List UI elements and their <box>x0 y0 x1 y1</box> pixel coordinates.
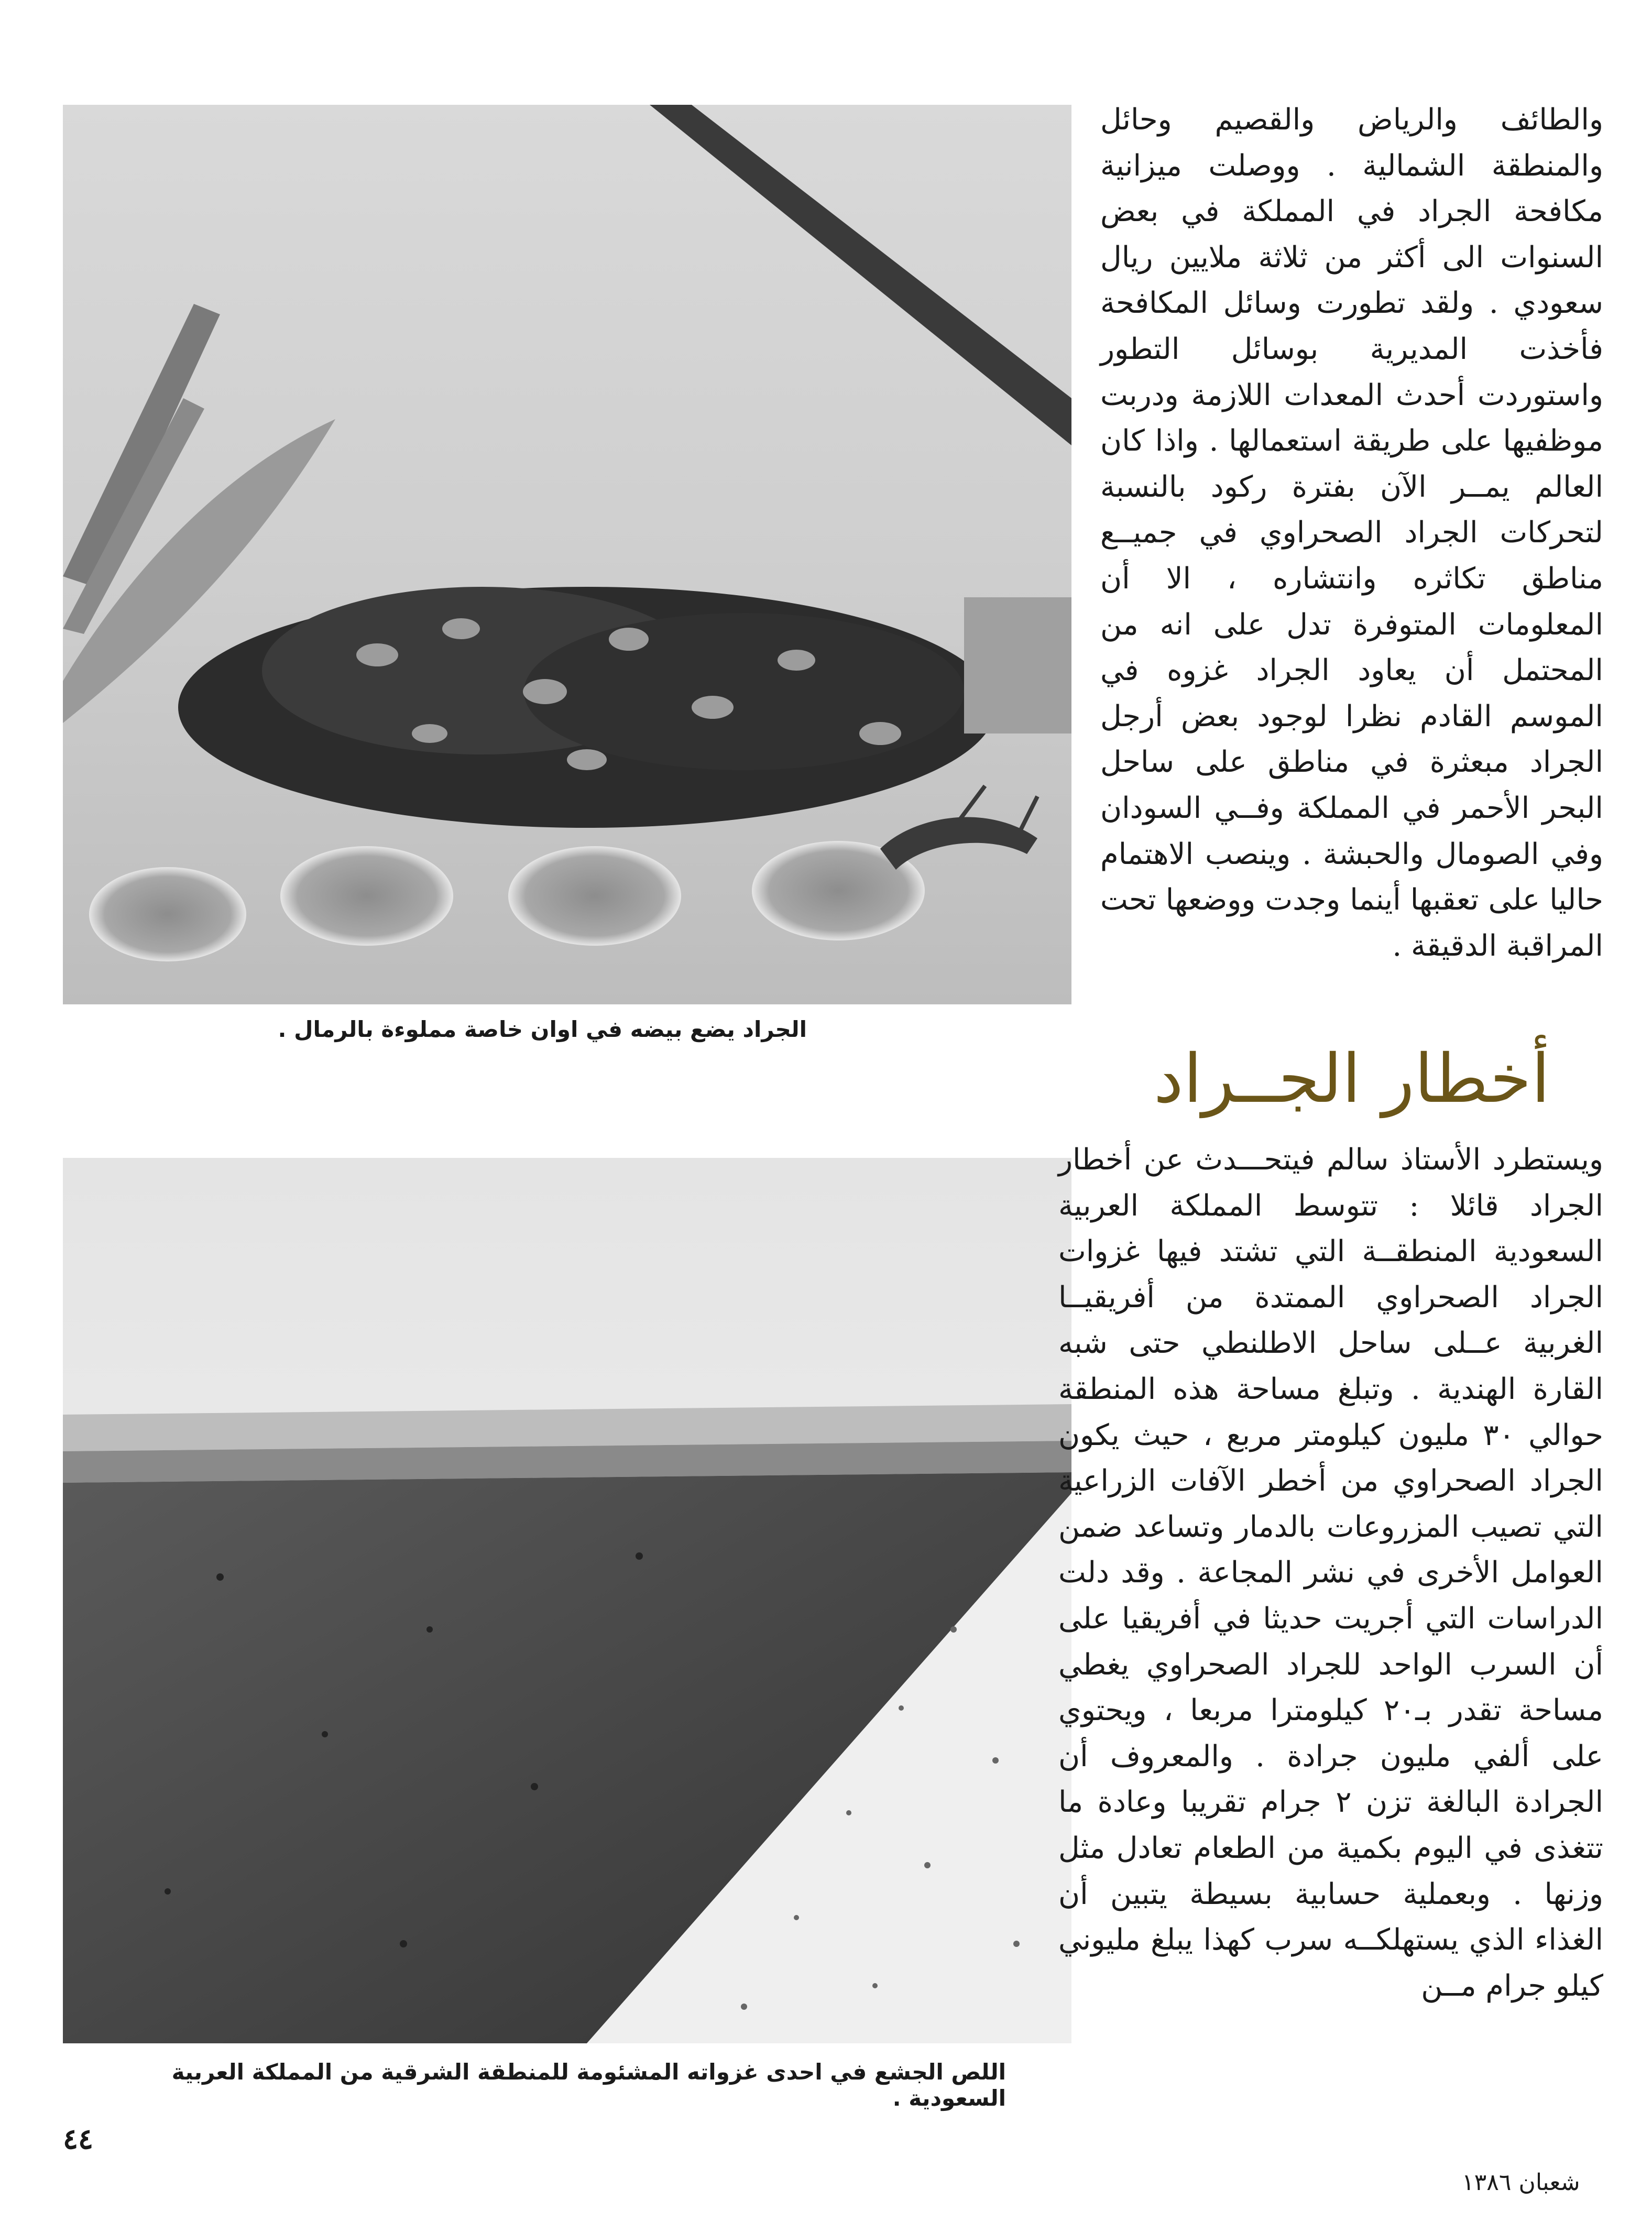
page-number: ٤٤ <box>63 2122 94 2155</box>
article-paragraph: ويستطرد الأستاذ سالم فيتحـــدث عن أخطار الجراد قائلا : تتوسط المملكة العربية السعودية المنطقــة التي تشتد فيها غزوات الجراد الصحراوي الممتدة من أفريقيــا الغربية عــلى ساحل الاطلنطي حتى شبه القارة الهندية . وتبلغ مساحة هذه المنطقة حوالي ٣٠ مليون كيلومتر مربع ، حيث يكون الجراد الصحراوي من أخطر الآفات الزراعية التي تصيب المزروعات بالدمار وتساعد ضمن العوامل الأخرى في نشر المجاعة . وقد دلت الدراسات التي أجريت حديثا في أفريقيا على أن السرب الواحد للجراد الصحراوي يغطي مساحة تقدر بـ٢٠ كيلومترا مربعا ، ويحتوي على ألفي مليون جرادة . والمعروف أن الجرادة البالغة تزن ٢ جرام تقريبا وعادة ما تتغذى في اليوم بكمية من الطعام تعادل مثل وزنها . وبعملية حسابية بسيطة يتبين أن الغذاء الذي يستهلكــه سرب كهذا يبلغ مليوني كيلو جرام مــن <box>1058 1143 1603 2003</box>
locust-eggs-photo <box>63 105 1071 1004</box>
issue-date: شعبان ١٣٨٦ <box>1462 2169 1580 2196</box>
locust-swarm-photo <box>63 1158 1071 2043</box>
article-paragraph: والطائف والرياض والقصيم وحائل والمنطقة الشمالية . ووصلت ميزانية مكافحة الجراد في المملكة في بعض السنوات الى أكثر من ثلاثة ملايين ريال سعودي . ولقد تطورت وسائل المكافحة فأخذت المديرية بوسائل التطور واستوردت أحدث المعدات اللازمة ودربت موظفيها على طريقة استعمالها . واذا كان العالم يمــر الآن بفترة ركود بالنسبة لتحركات الجراد الصحراوي في جميــع مناطق تكاثره وانتشاره ، الا أن المعلومات المتوفرة تدل على انه من المحتمل أن يعاود الجراد غزوه في الموسم القادم نظرا لوجود بعض أرجل الجراد مبعثرة في مناطق على ساحل البحر الأحمر في المملكة وفــي السودان وفي الصومال والحبشة . وينصب الاهتمام حاليا على تعقبها أينما وجدت ووضعها تحت المراقبة الدقيقة . <box>1100 103 1604 963</box>
photo-caption: الجراد يضع بيضه في اوان خاصة مملوءة بالرمال . <box>278 1016 807 1042</box>
section-heading: أخطار الجــراد <box>1153 1040 1550 1118</box>
photo-caption: اللص الجشع في احدى غزواته المشئومة للمنطقة الشرقية من المملكة العربية السعودية . <box>171 2059 1006 2111</box>
